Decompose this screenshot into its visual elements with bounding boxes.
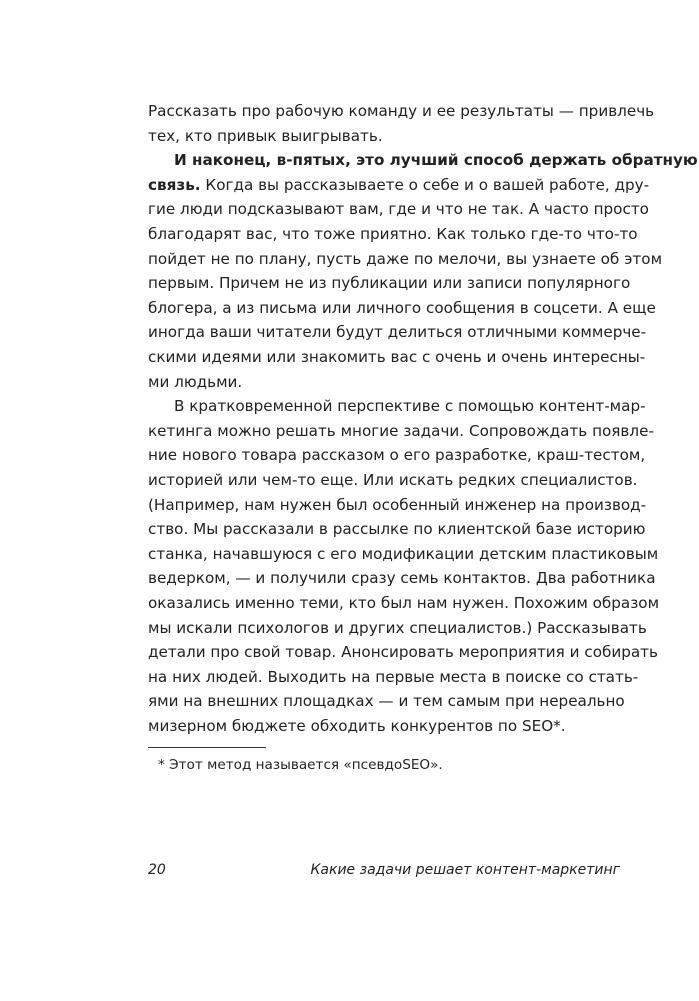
text-line: тех, кто привык выигрывать. [148, 127, 383, 145]
text-line: оказались именно теми, кто был нам нужен. Похожим образом [148, 594, 660, 612]
text-line: мизерном бюджете обходить конкурентов по SEO*. [148, 717, 566, 735]
text-line: детали про свой товар. Анонсировать мероприятия и собирать [148, 643, 658, 661]
text-line: станка, начавшуюся с его модификации детским пластиковым [148, 545, 659, 563]
text-line: блогера, а из письма или личного сообщения в соцсети. А еще [148, 299, 656, 317]
text-line: пойдет не по плану, пусть даже по мелочи, вы узнаете об этом [148, 250, 663, 268]
text-line: гие люди подсказывают вам, где и что не так. А часто просто [148, 200, 649, 218]
text-line: мы искали психологов и других специалистов.) Рассказывать [148, 619, 647, 637]
text-line: ство. Мы рассказали в рассылке по клиентской базе историю [148, 520, 646, 538]
footnote-divider [148, 747, 266, 748]
text-line [148, 175, 649, 195]
text-line-bold-lead [174, 150, 698, 170]
text-line: скими идеями или знакомить вас с очень и очень интересны- [148, 348, 646, 366]
text-line: ями на внешних площадках — и тем самым при нереально [148, 692, 625, 710]
text-line: ние нового товара рассказом о его разработке, краш-тестом, [148, 446, 646, 464]
bold-lead-text: связь. [148, 176, 201, 194]
page-number: 20 [148, 862, 166, 878]
text-line: ми людьми. [148, 373, 243, 391]
text-line: историей или чем-то еще. Или искать редких специалистов. [148, 471, 638, 489]
text-line: Рассказать про рабочую команду и ее результаты — привлечь [148, 102, 655, 120]
footnote: * Этот метод называется «псевдоSEO». [158, 757, 443, 773]
text-line-rest: Когда вы рассказываете о себе и о вашей работе, дру- [200, 176, 650, 194]
bold-lead-text: И наконец, в-пятых, это лучший способ держать обратную [174, 151, 698, 169]
text-line: (Например, нам нужен был особенный инженер на производ- [148, 496, 647, 514]
text-line: В кратковременной перспективе с помощью контент-мар- [174, 397, 646, 415]
text-line: на них людей. Выходить на первые места в поиске со стать- [148, 668, 639, 686]
text-line: иногда ваши читатели будут делиться отличными коммерче- [148, 323, 647, 341]
running-title: Какие задачи решает контент-маркетинг [310, 862, 620, 878]
text-line: благодарят вас, что тоже приятно. Как только где-то что-то [148, 225, 638, 243]
text-line: первым. Причем не из публикации или записи популярного [148, 274, 631, 292]
text-line: ведерком, — и получили сразу семь контактов. Два работника [148, 569, 656, 587]
text-line: кетинга можно решать многие задачи. Сопровождать появле- [148, 422, 654, 440]
